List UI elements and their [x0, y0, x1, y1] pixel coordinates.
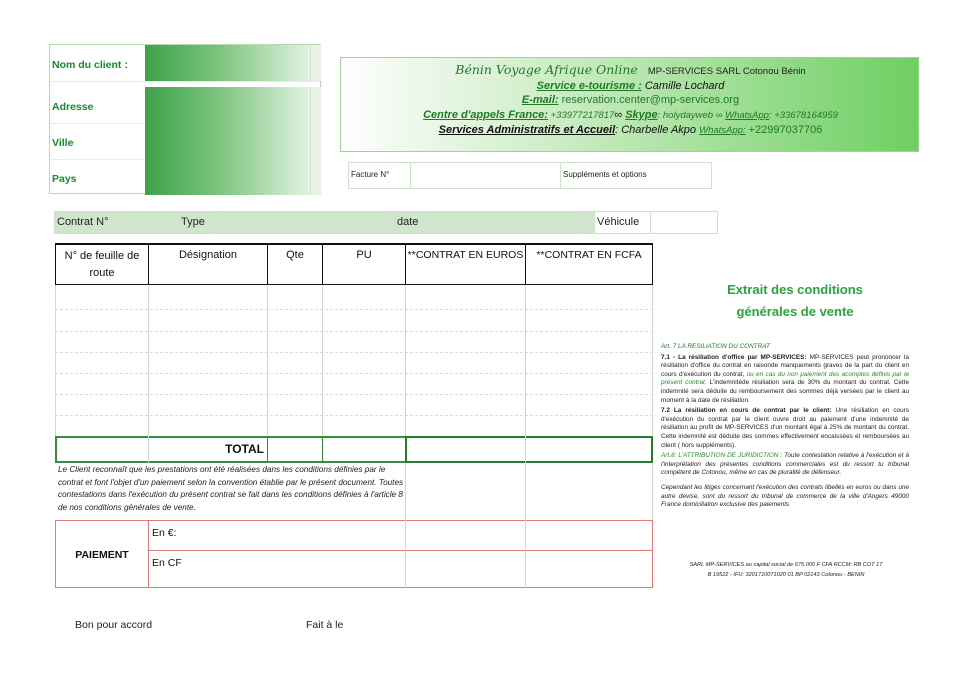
invoice-number-row [348, 162, 712, 189]
client-country-field[interactable] [145, 159, 310, 195]
article-8-paragraph-2: Cependant les litiges concernant l'exécution des contrats libellés en euros ou dans une autre devise, sont du ressort du tribunal de commerce de la ville d'Angers 49000 France domiciliation exclusive des paiements [661, 483, 909, 509]
header-route-sheet: N° de feuille de route [64, 250, 140, 279]
table-row [55, 373, 653, 375]
table-row [55, 331, 653, 333]
table-row [55, 352, 653, 354]
header-contract-fcfa: **CONTRAT EN FCFA [536, 249, 642, 261]
invoice-number-label: Facture N° [349, 163, 411, 188]
payment-euro-label: En €: [152, 527, 177, 539]
company-name [341, 62, 920, 77]
client-info-box [49, 44, 321, 194]
whatsapp-value: : +33678164959 [768, 110, 838, 121]
invoice-number-field[interactable] [411, 163, 561, 188]
client-row-country [50, 159, 320, 195]
admin-whatsapp-label: WhatsApp: [699, 125, 746, 136]
whatsapp-label: WhatsApp [725, 110, 769, 121]
conditions-title-line1: Extrait des conditions [727, 282, 863, 297]
skype-label: Skype [625, 109, 658, 121]
payment-label: PAIEMENT [75, 549, 129, 561]
supplements-label: Suppléments et options [563, 170, 647, 179]
legal-line-1: SARL MP-SERVICES au capital social de 675.000 F CFA RCCM: RB COT 17 [689, 562, 883, 568]
email-line [341, 94, 920, 106]
header-designation: Désignation [178, 249, 238, 261]
article-7-2: 7.2 La résiliation en cours de contrat par le client: Une résiliation en cours d'exécution du contrat par le client ouvre droit au paiement d'une indemnité de résiliation au profit de MP-SERVICES d'un montant égal à 25% de montant du contrat. Cette indemnité est déduite des sommes effectivement encaissées et remboursées au client ( hors suppléments). [661, 407, 909, 449]
vehicle-label: Véhicule [595, 212, 651, 233]
conditions-title-line2: générales de vente [736, 304, 854, 319]
header-qty: Qte [286, 249, 304, 261]
client-address-label: Adresse [52, 101, 94, 113]
client-address-field[interactable] [145, 87, 310, 123]
article-7-title: Art. 7 LA RESILIATION DU CONTRAT [661, 343, 770, 350]
header-unit-price: PU [356, 249, 372, 261]
admin-label: Services Administratifs et Accueil [438, 124, 616, 136]
callcenter-phone: +33977217817 [547, 110, 615, 121]
total-amount-box[interactable] [405, 436, 653, 463]
place-date-label: Fait à le [306, 619, 344, 631]
article-7-1: 7.1 - La résiliation d'office par MP-SERVICES: MP-SERVICES peut prononcer la résiliation d'office du contrat en raisonde manquements graves de la part du client en cours d'exécution du contrat, ou en cas du non paiement des acomptes définis par le présent contrat. L'indemnitéde résiliation sera de 30% du montant du contrat. Cette indemnité sera déduite du remboursement des sommes déjà versées par le client au moment à la date de résiliation. [661, 353, 910, 404]
type-field[interactable] [209, 212, 395, 233]
article-8: Art.8: L'ATTRIBUTION DE JURIDICTION : Toute contestation relative à l'exécution et à l'interprétation des présentes conditions commerciales est du ressort tu tribunal compétent de Cotonou, même en cas de pluralité de défenseur. [661, 452, 909, 477]
client-city-field[interactable] [145, 123, 310, 159]
article-7-1-lead: 7.1 - La résiliation d'office par MP-SERVICES: [661, 353, 807, 361]
admin-name: : Charbelle Akpo [615, 124, 700, 136]
table-row [55, 394, 653, 396]
service-label: Service e-tourisme : [536, 80, 642, 92]
client-name-field[interactable] [145, 45, 310, 81]
service-name: Camille Lochard [641, 80, 725, 92]
header-contract-euros: **CONTRAT EN EUROS [407, 249, 524, 261]
admin-line [341, 124, 920, 136]
callcenter-label: Centre d'appels France: [423, 109, 548, 121]
vehicle-field[interactable] [651, 212, 717, 233]
client-name-label: Nom du client : [52, 59, 128, 71]
conditions-text [661, 343, 909, 512]
company-subtitle: MP-SERVICES SARL Cotonou Bénin [647, 66, 806, 77]
table-row [55, 309, 653, 311]
type-label: Type [179, 212, 209, 233]
legal-mentions [664, 560, 908, 580]
legal-line-2: B 19522 - IFU: 3201710071020 01 BP 02143 Cotonou - BENIN [707, 572, 865, 578]
separator: ∞ [614, 109, 626, 121]
acknowledgement-note: Le Client reconnaît que les prestations ont été réalisées dans les conditions définies par le contrat et font l'objet d'un paiement selon la convention établie par le présent document. Toutes contestations dans l'exécution du présent contrat se fait dans les conditions définies à l'article 8 de nos conditions générales de vente. [58, 465, 404, 512]
contract-number-label: Contrat N° [55, 212, 121, 233]
conditions-title [655, 279, 935, 323]
date-label: date [395, 212, 563, 233]
client-row-address [50, 87, 320, 124]
client-row-city [50, 123, 320, 160]
client-country-label: Pays [52, 173, 77, 185]
article-7-2-lead: 7.2 La résiliation en cours de contrat par le client: [661, 407, 832, 415]
email-label: E-mail: [521, 94, 559, 106]
contract-row [54, 211, 718, 234]
table-row [55, 415, 653, 417]
skype-value: : holydayweb ∞ [657, 110, 726, 121]
total-label: TOTAL [225, 442, 264, 456]
payment-cfa-label: En CF [152, 557, 182, 569]
email-link[interactable]: reservation.center@mp-services.org [558, 94, 740, 106]
date-field[interactable] [563, 212, 581, 233]
service-line [341, 80, 920, 92]
admin-whatsapp-value: +22997037706 [745, 124, 823, 136]
contract-number-field[interactable] [121, 212, 179, 233]
company-header-banner [340, 57, 919, 152]
client-city-label: Ville [52, 137, 74, 149]
contact-line [341, 109, 920, 121]
article-8-title: Art.8: L'ATTRIBUTION DE JURIDICTION [661, 452, 779, 460]
company-title: Bénin Voyage Afrique Online [455, 62, 638, 77]
approval-label: Bon pour accord [75, 619, 153, 631]
client-row-name [50, 45, 320, 82]
